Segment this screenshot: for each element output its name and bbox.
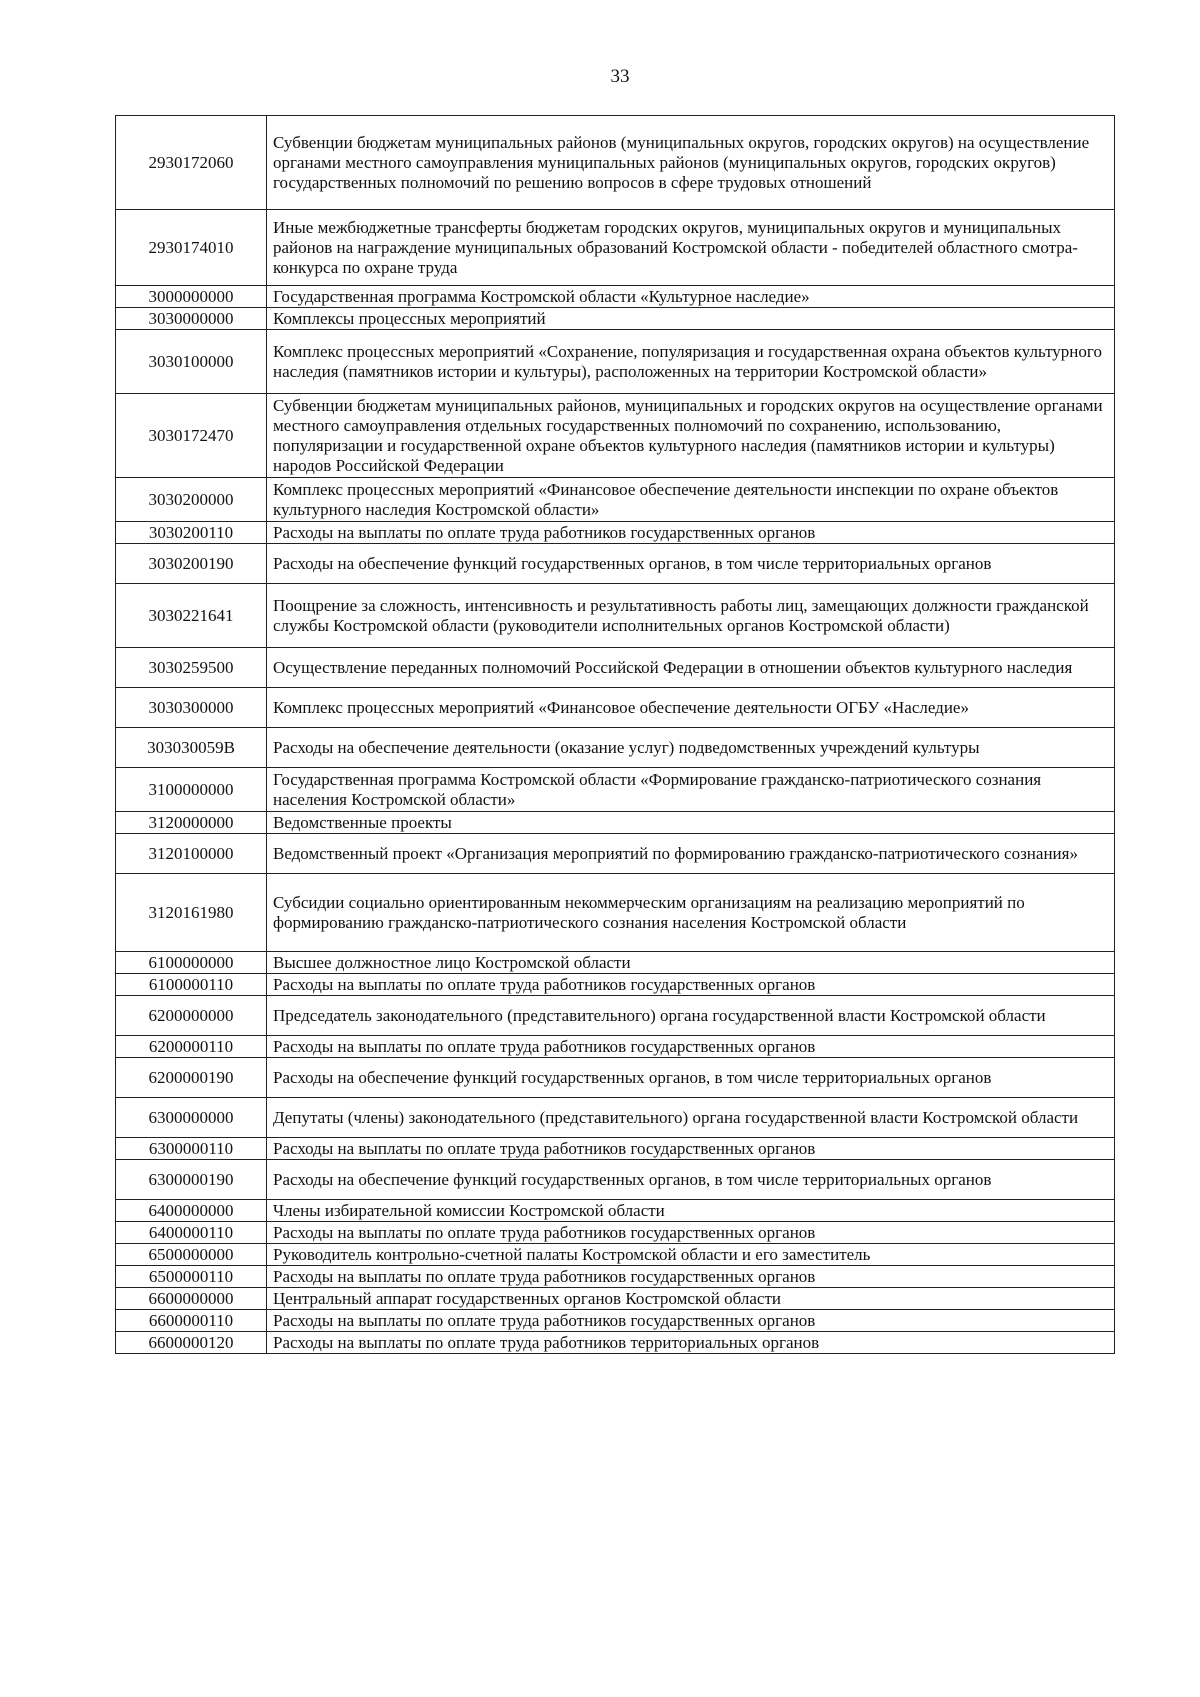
row-description: Иные межбюджетные трансферты бюджетам городских округов, муниципальных округов и муниципальных районов на награждение муниципальных образований Костромской области - победителей областного смотра-конкурса по охране труда [267,210,1115,286]
row-description: Государственная программа Костромской области «Формирование гражданско-патриотического сознания населения Костромской области» [267,768,1115,812]
table-body [116,116,1115,1354]
row-description: Субвенции бюджетам муниципальных районов (муниципальных округов, городских округов) на осуществление органами местного самоуправления муниципальных районов (муниципальных округов, городских округов) государственных полномочий по решению вопросов в сфере трудовых отношений [267,116,1115,210]
row-code: 6500000000 [116,1244,267,1266]
table-row [116,1244,1115,1266]
table-row [116,1222,1115,1244]
table-row [116,834,1115,874]
row-description: Центральный аппарат государственных органов Костромской области [267,1288,1115,1310]
table-row [116,688,1115,728]
row-code: 6600000110 [116,1310,267,1332]
row-code: 6300000190 [116,1160,267,1200]
row-code: 2930172060 [116,116,267,210]
row-description: Расходы на выплаты по оплате труда работников государственных органов [267,522,1115,544]
row-code: 6400000000 [116,1200,267,1222]
table-row [116,522,1115,544]
table-row [116,584,1115,648]
row-code: 3030200000 [116,478,267,522]
row-code: 3030259500 [116,648,267,688]
row-description: Члены избирательной комиссии Костромской области [267,1200,1115,1222]
table-row [116,1036,1115,1058]
table-row [116,308,1115,330]
row-description: Расходы на выплаты по оплате труда работников государственных органов [267,1138,1115,1160]
table-row [116,478,1115,522]
row-description: Расходы на выплаты по оплате труда работников государственных органов [267,1222,1115,1244]
table-row [116,1266,1115,1288]
row-description: Высшее должностное лицо Костромской области [267,952,1115,974]
row-description: Расходы на выплаты по оплате труда работников государственных органов [267,1036,1115,1058]
row-description: Субсидии социально ориентированным некоммерческим организациям на реализацию мероприятий по формированию гражданско-патриотического сознания населения Костромской области [267,874,1115,952]
row-code: 303030059В [116,728,267,768]
row-code: 3030172470 [116,394,267,478]
row-description: Расходы на обеспечение функций государственных органов, в том числе территориальных органов [267,1058,1115,1098]
table-row [116,1310,1115,1332]
row-code: 2930174010 [116,210,267,286]
row-code: 3120000000 [116,812,267,834]
table-row [116,1058,1115,1098]
row-description: Ведомственный проект «Организация мероприятий по формированию гражданско-патриотического сознания» [267,834,1115,874]
row-code: 3120161980 [116,874,267,952]
table-row [116,1098,1115,1138]
row-description: Осуществление переданных полномочий Российской Федерации в отношении объектов культурного наследия [267,648,1115,688]
budget-code-table [115,115,1115,1354]
table-row [116,874,1115,952]
row-description: Комплекс процессных мероприятий «Сохранение, популяризация и государственная охрана объектов культурного наследия (памятников истории и культуры), расположенных на территории Костромской области» [267,330,1115,394]
row-description: Расходы на выплаты по оплате труда работников государственных органов [267,974,1115,996]
row-code: 3100000000 [116,768,267,812]
row-description: Руководитель контрольно-счетной палаты Костромской области и его заместитель [267,1244,1115,1266]
table-row [116,544,1115,584]
table-row [116,812,1115,834]
table-row [116,728,1115,768]
row-code: 6500000110 [116,1266,267,1288]
table-row [116,1160,1115,1200]
row-code: 3030221641 [116,584,267,648]
row-description: Председатель законодательного (представительного) органа государственной власти Костромской области [267,996,1115,1036]
table-row [116,648,1115,688]
row-description: Государственная программа Костромской области «Культурное наследие» [267,286,1115,308]
table-row [116,996,1115,1036]
row-code: 3000000000 [116,286,267,308]
row-description: Расходы на выплаты по оплате труда работников территориальных органов [267,1332,1115,1354]
table-row [116,974,1115,996]
row-description: Расходы на обеспечение функций государственных органов, в том числе территориальных органов [267,544,1115,584]
page-number: 33 [610,66,630,87]
row-code: 6600000120 [116,1332,267,1354]
row-code: 6100000000 [116,952,267,974]
table-row [116,1288,1115,1310]
row-code: 6200000110 [116,1036,267,1058]
table-row [116,210,1115,286]
row-description: Комплексы процессных мероприятий [267,308,1115,330]
table-row [116,286,1115,308]
row-code: 3030200190 [116,544,267,584]
row-code: 3030300000 [116,688,267,728]
row-description: Комплекс процессных мероприятий «Финансовое обеспечение деятельности ОГБУ «Наследие» [267,688,1115,728]
row-code: 6200000190 [116,1058,267,1098]
row-description: Ведомственные проекты [267,812,1115,834]
row-description: Комплекс процессных мероприятий «Финансовое обеспечение деятельности инспекции по охране объектов культурного наследия Костромской области» [267,478,1115,522]
table-row [116,952,1115,974]
row-description: Поощрение за сложность, интенсивность и результативность работы лиц, замещающих должности гражданской службы Костромской области (руководители исполнительных органов Костромской области) [267,584,1115,648]
row-description: Расходы на обеспечение деятельности (оказание услуг) подведомственных учреждений культуры [267,728,1115,768]
row-code: 6300000000 [116,1098,267,1138]
row-description: Депутаты (члены) законодательного (представительного) органа государственной власти Костромской области [267,1098,1115,1138]
row-code: 3120100000 [116,834,267,874]
row-code: 6200000000 [116,996,267,1036]
row-description: Субвенции бюджетам муниципальных районов, муниципальных и городских округов на осуществление органами местного самоуправления отдельных государственных полномочий по сохранению, использованию, популяризации и государственной охране объектов культурного наследия (памятников истории и культуры) народов Российской Федерации [267,394,1115,478]
row-description: Расходы на обеспечение функций государственных органов, в том числе территориальных органов [267,1160,1115,1200]
table-row [116,1332,1115,1354]
row-code: 3030100000 [116,330,267,394]
table-row [116,1200,1115,1222]
table-row [116,330,1115,394]
row-code: 6300000110 [116,1138,267,1160]
table-row [116,768,1115,812]
table-row [116,394,1115,478]
table-row [116,1138,1115,1160]
row-code: 3030000000 [116,308,267,330]
row-code: 3030200110 [116,522,267,544]
row-description: Расходы на выплаты по оплате труда работников государственных органов [267,1310,1115,1332]
row-code: 6600000000 [116,1288,267,1310]
row-code: 6400000110 [116,1222,267,1244]
row-code: 6100000110 [116,974,267,996]
row-description: Расходы на выплаты по оплате труда работников государственных органов [267,1266,1115,1288]
table-row [116,116,1115,210]
